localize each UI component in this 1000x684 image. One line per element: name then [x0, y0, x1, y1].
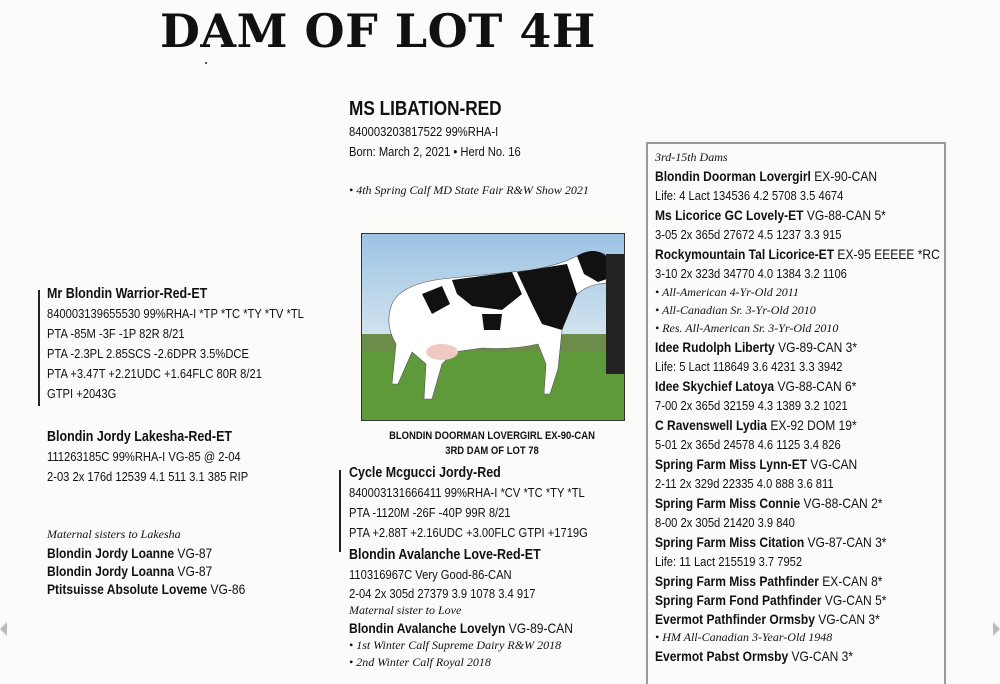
sister-name: Ptitsuisse Absolute Loveme — [47, 581, 208, 597]
ancestor-record: Life: 4 Lact 134536 4.2 5708 3.5 4674 — [655, 188, 844, 203]
cycle-name: Cycle Mcgucci Jordy-Red — [349, 465, 501, 481]
avalanche-sister — [349, 620, 573, 636]
cycle-detail-line: PTA +2.88T +2.16UDC +3.00FLC GTPI +1719G — [349, 525, 588, 540]
lakesha-sister-item — [47, 563, 245, 579]
avalanche-name: Blondin Avalanche Love-Red-ET — [349, 547, 541, 563]
sire-name: Mr Blondin Warrior-Red-ET — [47, 286, 208, 302]
cycle-bracket — [339, 470, 341, 552]
ancestor-name — [655, 246, 940, 262]
sister-score: VG-86 — [207, 581, 246, 597]
ancestor-score: VG-CAN — [807, 456, 858, 472]
cow-photo — [361, 233, 625, 421]
sister-name: Blondin Jordy Loanne — [47, 545, 175, 561]
lakesha-section — [47, 429, 281, 485]
avalanche-sister-award: • 2nd Winter Calf Royal 2018 — [349, 655, 491, 669]
ancestor-name-text: C Ravenswell Lydia — [655, 417, 767, 433]
sister-name: Blondin Jordy Loanna — [47, 563, 175, 579]
lakesha-sisters-section — [47, 527, 278, 597]
lakesha-detail-line: 111263185C 99%RHA-I VG-85 @ 2-04 — [47, 449, 241, 464]
avalanche-sister-name: Blondin Avalanche Lovelyn — [349, 620, 506, 636]
ancestor-name — [655, 592, 940, 608]
ancestor-score: VG-89-CAN 3* — [774, 339, 858, 355]
dam-award: • 4th Spring Calf MD State Fair R&W Show 2021 — [349, 183, 589, 197]
sister-score: VG-87 — [174, 563, 213, 579]
ancestor-score: VG-88-CAN 6* — [774, 378, 857, 394]
ancestor-award: • Res. All-American Sr. 3-Yr-Old 2010 — [655, 321, 839, 335]
lakesha-detail-line: 2-03 2x 176d 12539 4.1 511 3.1 385 RIP — [47, 469, 249, 484]
ancestor-name-text: Spring Farm Miss Citation — [655, 534, 805, 550]
sire-detail-line: 840003139655530 99%RHA-I *TP *TC *TY *TV *TL — [47, 306, 304, 321]
ancestor-name — [655, 378, 940, 394]
sire-detail-line: PTA -85M -3F -1P 82R 8/21 — [47, 326, 185, 341]
ancestor-record: Life: 5 Lact 118649 3.6 4231 3.3 3942 — [655, 359, 843, 374]
lakesha-sister-item — [47, 581, 245, 597]
photo-caption — [363, 430, 621, 457]
ancestor-name-text: Blondin Doorman Lovergirl — [655, 168, 811, 184]
avalanche-sister-award: • 1st Winter Calf Supreme Dairy R&W 2018 — [349, 638, 562, 652]
ancestor-award: • All-Canadian Sr. 3-Yr-Old 2010 — [655, 303, 816, 317]
ancestor-name-text: Spring Farm Fond Pathfinder — [655, 592, 822, 608]
ancestor-name-text: Evermot Pabst Ormsby — [655, 648, 789, 664]
avalanche-section — [349, 547, 609, 670]
ancestor-award: • HM All-Canadian 3-Year-Old 1948 — [655, 630, 833, 644]
avalanche-sister-score: VG-89-CAN — [505, 620, 573, 636]
ancestor-score: EX-95 EEEEE *RC — [834, 246, 940, 262]
ancestor-score: VG-87-CAN 3* — [804, 534, 887, 550]
photo-caption-line1: BLONDIN DOORMAN LOVERGIRL EX-90-CAN — [389, 430, 595, 442]
ancestor-name-text: Rockymountain Tal Licorice-ET — [655, 246, 835, 262]
lakesha-name: Blondin Jordy Lakesha-Red-ET — [47, 429, 233, 445]
ancestor-record: 8-00 2x 305d 21420 3.9 840 — [655, 515, 795, 530]
ancestor-name-text: Spring Farm Miss Connie — [655, 495, 801, 511]
speck — [205, 62, 207, 64]
ancestor-record: 3-10 2x 323d 34770 4.0 1384 3.2 1106 — [655, 266, 847, 281]
ancestor-score: VG-CAN 3* — [788, 648, 854, 664]
sire-detail-line: PTA +3.47T +2.21UDC +1.64FLC 80R 8/21 — [47, 366, 262, 381]
ancestor-name-text: Ms Licorice GC Lovely-ET — [655, 207, 804, 223]
dam-born: Born: March 2, 2021 • Herd No. 16 — [349, 144, 521, 159]
ancestor-award: • All-American 4-Yr-Old 2011 — [655, 285, 799, 299]
ancestor-name — [655, 207, 940, 223]
dam-registration: 840003203817522 99%RHA-I — [349, 124, 499, 139]
ancestor-score: VG-88-CAN 5* — [803, 207, 886, 223]
ancestor-record: Life: 11 Lact 215519 3.7 7952 — [655, 554, 803, 569]
sire-section — [47, 286, 346, 402]
ancestor-name — [655, 611, 940, 627]
sister-score: VG-87 — [174, 545, 213, 561]
lakesha-sister-item — [47, 545, 245, 561]
ancestor-score: VG-CAN 5* — [821, 592, 887, 608]
ancestor-name — [655, 456, 940, 472]
ancestor-name-text: Idee Rudolph Liberty — [655, 339, 775, 355]
prev-page-arrow[interactable] — [0, 622, 7, 636]
ancestor-name-text: Idee Skychief Latoya — [655, 378, 775, 394]
ancestor-score: VG-CAN 3* — [814, 611, 880, 627]
next-page-arrow[interactable] — [993, 622, 1000, 636]
dam-name: MS LIBATION-RED — [349, 98, 502, 120]
avalanche-detail-line: 110316967C Very Good-86-CAN — [349, 567, 512, 582]
ancestor-name — [655, 648, 940, 664]
sire-detail-line: GTPI +2043G — [47, 386, 117, 401]
ancestor-record: 2-11 2x 329d 22335 4.0 888 3.6 811 — [655, 476, 834, 491]
ancestor-name-text: Evermot Pathfinder Ormsby — [655, 611, 815, 627]
page-title: DAM OF LOT 4H — [160, 4, 596, 58]
ancestor-score: EX-90-CAN — [810, 168, 878, 184]
ancestor-score: EX-CAN 8* — [818, 573, 883, 589]
ancestor-name-text: Spring Farm Miss Pathfinder — [655, 573, 819, 589]
cow-illustration — [362, 234, 624, 420]
cycle-detail-line: PTA -1120M -26F -40P 99R 8/21 — [349, 505, 511, 520]
ancestor-score: VG-88-CAN 2* — [800, 495, 883, 511]
ancestor-name — [655, 168, 940, 184]
ancestry-list — [655, 150, 986, 664]
ancestor-name — [655, 573, 940, 589]
photo-caption-line2: 3RD DAM OF LOT 78 — [445, 445, 539, 457]
lakesha-sisters-heading: Maternal sisters to Lakesha — [47, 527, 181, 541]
ancestor-name — [655, 495, 940, 511]
ancestry-box — [646, 142, 946, 684]
ancestor-name — [655, 417, 940, 433]
ancestor-score: EX-92 DOM 19* — [766, 417, 857, 433]
ancestor-record: 3-05 2x 365d 27672 4.5 1237 3.3 915 — [655, 227, 842, 242]
ancestor-name — [655, 339, 940, 355]
sire-detail-line: PTA -2.3PL 2.85SCS -2.6DPR 3.5%DCE — [47, 346, 249, 361]
ancestor-name-text: Spring Farm Miss Lynn-ET — [655, 456, 808, 472]
avalanche-detail-line: 2-04 2x 305d 27379 3.9 1078 3.4 917 — [349, 586, 536, 601]
sire-bracket — [38, 290, 40, 406]
cycle-section — [349, 465, 627, 541]
avalanche-sister-heading: Maternal sister to Love — [349, 603, 462, 617]
ancestor-record: 7-00 2x 365d 32159 4.3 1389 3.2 1021 — [655, 398, 848, 413]
cycle-detail-line: 840003131666411 99%RHA-I *CV *TC *TY *TL — [349, 485, 585, 500]
ancestor-name — [655, 534, 940, 550]
ancestry-heading: 3rd-15th Dams — [655, 150, 728, 164]
dam-section — [349, 98, 589, 198]
ancestor-record: 5-01 2x 365d 24578 4.6 1125 3.4 826 — [655, 437, 841, 452]
